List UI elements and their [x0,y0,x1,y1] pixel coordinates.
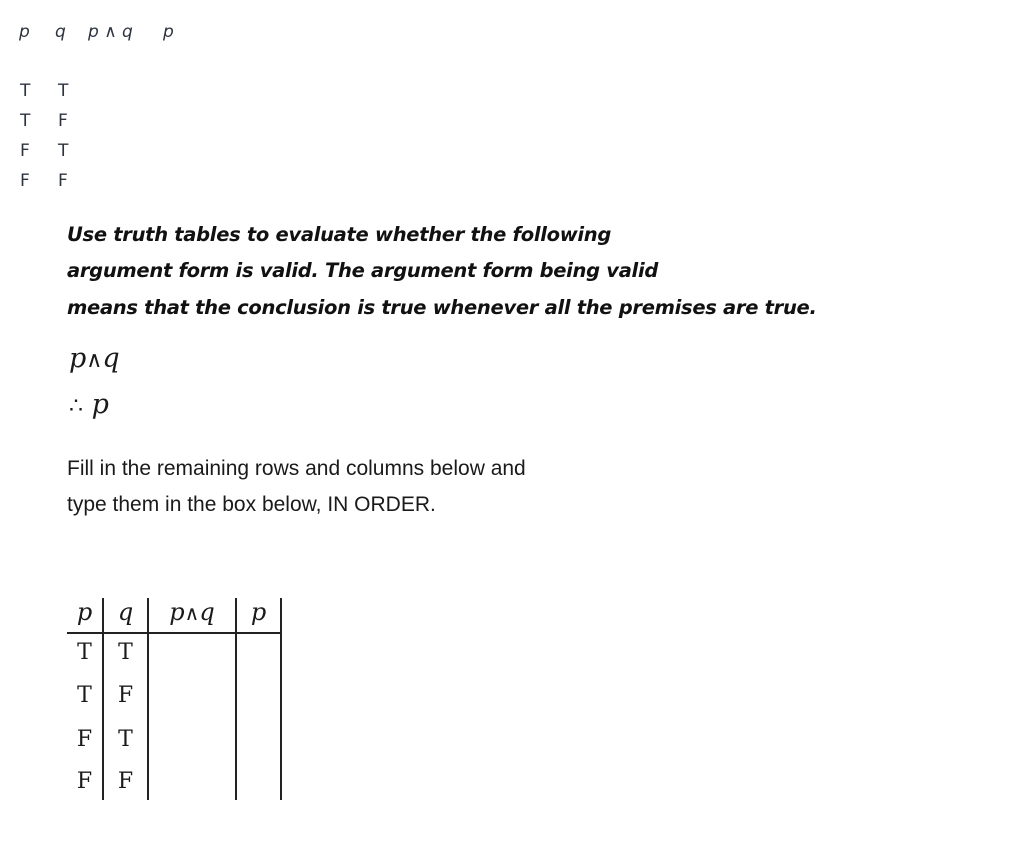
premise [69,343,120,374]
and-operator: ∧ [184,601,200,625]
conclusion [69,389,109,420]
top-cell: T [20,111,31,131]
table-cell: T [77,640,92,665]
table-cell: F [76,727,93,752]
header-divider [67,632,282,634]
table-cell: T [118,727,133,752]
top-header-q: q [55,22,66,42]
column-divider [147,598,149,800]
premise-right: q [102,343,120,374]
header-p-and-q [149,598,235,626]
column-divider [280,598,282,800]
header-p-conclusion: p [250,598,267,626]
column-divider [235,598,237,800]
header-q: q [117,598,134,626]
instructions-line-1: Use truth tables to evaluate whether the following [67,223,612,246]
instructions-line-2: argument form is valid. The argument form being valid [67,259,658,282]
truth-table [67,598,282,800]
top-cell: F [58,171,68,191]
top-cell: T [58,141,69,161]
conclusion-var: p [91,389,109,420]
top-cell: F [20,141,30,161]
premise-left: p [69,343,87,374]
therefore-icon: ∴ [69,394,83,419]
top-cell: T [20,81,31,101]
header-p-and-q-right: q [199,598,215,626]
fill-line-2: type them in the box below, IN ORDER. [67,493,436,516]
fill-line-1: Fill in the remaining rows and columns below and [67,457,526,480]
top-header-p: p [19,22,30,42]
top-cell: T [58,81,69,101]
top-header-p-conclusion: p [163,22,174,42]
and-operator: ∧ [86,348,103,373]
table-cell: F [76,769,93,794]
top-header-p-and-q: p ∧ q [88,22,133,42]
header-p: p [76,598,93,626]
table-cell: T [118,640,133,665]
table-cell: F [117,769,134,794]
header-p-and-q-left: p [169,598,185,626]
top-cell: F [58,111,68,131]
table-cell: F [117,683,134,708]
top-cell: F [20,171,30,191]
instructions-line-3: means that the conclusion is true whenever all the premises are true. [67,296,817,319]
table-cell: T [77,683,92,708]
